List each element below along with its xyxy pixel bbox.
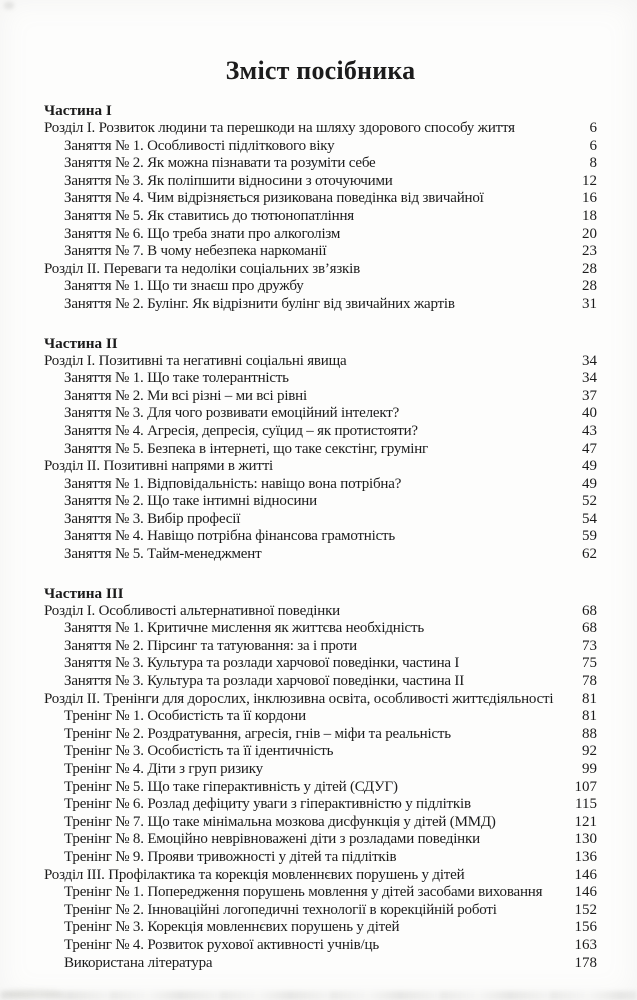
toc-entry-page: 88 [582, 725, 597, 742]
toc-entry [44, 120, 597, 138]
toc-entry-label: Розділ ІІ. Позитивні напрями в житті [44, 458, 274, 475]
toc-entry-label: Заняття № 2. Ми всі різні – ми всі рівні [64, 387, 307, 404]
toc-entry-page: 75 [582, 655, 597, 672]
part-heading: Частина III [44, 584, 124, 602]
toc-entry [44, 937, 597, 955]
toc-entry [44, 243, 597, 261]
toc-entry [44, 779, 597, 797]
toc-entry-label: Тренінг № 2. Роздратування, агресія, гнів – міфи та реальність [64, 725, 451, 742]
toc-entry-page: 28 [582, 260, 597, 277]
toc-entry [44, 955, 597, 973]
toc-entry-label: Розділ ІІ. Переваги та недоліки соціальних зв’язків [44, 260, 360, 277]
toc-entry [44, 603, 597, 621]
toc-entry-page: 31 [582, 295, 597, 312]
toc-entry-page: 49 [582, 458, 597, 475]
toc-entry [44, 708, 597, 726]
toc-entry-page: 28 [582, 278, 597, 295]
toc-entry [44, 226, 597, 244]
toc-entry [44, 296, 597, 314]
toc-entry-page: 107 [574, 778, 597, 795]
toc-entry [44, 796, 597, 814]
toc-entry-page: 54 [582, 510, 597, 527]
toc-entry [44, 155, 597, 173]
toc-entry [44, 476, 597, 494]
toc-entry-page: 152 [574, 901, 597, 918]
toc-entry [44, 902, 597, 920]
toc-entry-label: Тренінг № 9. Прояви тривожності у дітей та підлітків [64, 848, 397, 865]
toc-entry-page: 43 [582, 422, 597, 439]
toc-entry [44, 138, 597, 156]
part-heading: Частина I [44, 102, 112, 119]
toc-entry-label: Розділ І. Розвиток людини та перешкоди на шляху здорового способу життя [44, 120, 515, 136]
toc-entry-page: 37 [582, 387, 597, 404]
toc-entry-page: 136 [574, 848, 597, 865]
toc-entry-page: 16 [582, 190, 597, 207]
toc-entry [44, 405, 597, 423]
toc-entry-page: 115 [575, 796, 597, 813]
table-of-contents [44, 102, 597, 972]
toc-entry-label: Заняття № 5. Безпека в інтернеті, що таке секстінг, грумінг [64, 440, 428, 457]
scan-artifact-icon [4, 2, 14, 9]
toc-entry-page: 146 [574, 866, 597, 883]
toc-entry [44, 423, 597, 441]
toc-entry-page: 81 [582, 690, 597, 707]
toc-entry-label: Заняття № 5. Як ставитись до тютюнопатління [64, 207, 354, 224]
toc-entry-page: 18 [582, 207, 597, 224]
toc-entry [44, 655, 597, 673]
toc-entry-label: Заняття № 3. Як поліпшити відносини з оточуючими [64, 172, 393, 189]
toc-entry-label: Тренінг № 2. Інноваційні логопедичні технології в корекційній роботі [64, 901, 497, 918]
toc-entry-page: 81 [582, 708, 597, 725]
toc-entry-label: Тренінг № 6. Розлад дефіциту уваги з гіперактивністю у підлітків [64, 796, 471, 813]
toc-entry-label: Використана література [64, 954, 213, 971]
toc-entry [44, 884, 597, 902]
part-heading: Частина II [44, 334, 118, 352]
toc-entry-label: Заняття № 3. Культура та розлади харчової поведінки, частина І [64, 655, 460, 672]
toc-entry-page: 163 [574, 936, 597, 953]
toc-entry-label: Заняття № 4. Чим відрізняється ризикована поведінка від звичайної [64, 190, 484, 207]
toc-entry [44, 441, 597, 459]
toc-entry-label: Тренінг № 1. Особистість та її кордони [64, 708, 306, 725]
toc-entry-label: Заняття № 1. Особливості підліткового віку [64, 137, 335, 154]
toc-entry [44, 761, 597, 779]
toc-entry-page: 59 [582, 528, 597, 545]
toc-entry-label: Тренінг № 1. Попередження порушень мовлення у дітей засобами виховання [64, 884, 543, 901]
page-title: Зміст посібника [225, 56, 416, 85]
toc-entry-label: Заняття № 1. Що таке толерантність [64, 370, 289, 387]
toc-entry-label: Тренінг № 3. Особистість та її ідентичність [64, 743, 334, 760]
toc-entry-label: Заняття № 1. Відповідальність: навіщо вона потрібна? [64, 475, 402, 492]
toc-entry [44, 919, 597, 937]
toc-entry-page: 34 [582, 352, 597, 369]
toc-entry-page: 68 [582, 602, 597, 619]
toc-entry [44, 353, 597, 371]
toc-entry [44, 190, 597, 208]
toc-entry-label: Заняття № 4. Навіщо потрібна фінансова грамотність [64, 528, 396, 545]
toc-entry-page: 40 [582, 405, 597, 422]
toc-entry-label: Заняття № 2. Пірсинг та татуювання: за і проти [64, 637, 357, 654]
toc-entry-page: 34 [582, 370, 597, 387]
toc-entry-page: 178 [574, 954, 597, 971]
toc-entry-page: 23 [582, 243, 597, 260]
toc-entry [44, 458, 597, 476]
toc-entry-label: Заняття № 1. Критичне мислення як життєва необхідність [64, 620, 425, 637]
toc-entry [44, 208, 597, 226]
toc-entry [44, 388, 597, 406]
scan-artifact-icon [0, 991, 637, 1000]
toc-entry [44, 673, 597, 691]
toc-entry [44, 278, 597, 296]
toc-entry-page: 92 [582, 743, 597, 760]
toc-entry-page: 8 [589, 155, 597, 172]
toc-entry-page: 62 [582, 546, 597, 563]
toc-entry [44, 831, 597, 849]
toc-entry-label: Тренінг № 4. Діти з груп ризику [64, 761, 263, 777]
toc-entry [44, 620, 597, 638]
toc-entry [44, 743, 597, 761]
toc-entry-label: Заняття № 2. Що таке інтимні відносини [64, 493, 317, 510]
toc-entry-page: 156 [574, 919, 597, 936]
toc-entry [44, 726, 597, 744]
toc-entry-label: Заняття № 6. Що треба знати про алкоголізм [64, 225, 341, 242]
toc-entry-label: Заняття № 3. Вибір професії [64, 510, 241, 527]
toc-entry-label: Розділ І. Особливості альтернативної поведінки [44, 602, 340, 619]
toc-entry [44, 261, 597, 279]
toc-entry [44, 691, 597, 709]
toc-entry-page: 99 [582, 761, 597, 777]
toc-entry-page: 6 [589, 137, 597, 154]
toc-entry-page: 78 [582, 673, 597, 690]
scan-artifact-icon [2, 990, 62, 998]
toc-entry-label: Тренінг № 7. Що таке мінімальна мозкова дисфункція у дітей (ММД) [64, 813, 496, 830]
toc-entry [44, 493, 597, 511]
toc-entry-label: Тренінг № 4. Розвиток рухової активності учнів/ць [64, 936, 379, 953]
toc-entry-label: Заняття № 5. Тайм-менеджмент [64, 546, 262, 563]
toc-entry-page: 130 [574, 831, 597, 848]
toc-entry-page: 52 [582, 493, 597, 510]
toc-entry [44, 849, 597, 867]
toc-entry-label: Заняття № 4. Агресія, депресія, суїцид – як протистояти? [64, 422, 418, 439]
toc-entry-label: Тренінг № 3. Корекція мовленнєвих порушень у дітей [64, 919, 400, 936]
toc-entry-page: 12 [582, 172, 597, 189]
toc-entry-page: 146 [574, 884, 597, 901]
toc-entry-label: Розділ ІІІ. Профілактика та корекція мовленнєвих порушень у дітей [44, 866, 465, 883]
toc-entry [44, 370, 597, 388]
toc-entry [44, 511, 597, 529]
toc-entry [44, 814, 597, 832]
toc-entry-label: Розділ І. Позитивні та негативні соціальні явища [44, 352, 347, 369]
toc-content [44, 56, 597, 972]
toc-entry-label: Тренінг № 8. Емоційно неврівноважені діти з розладами поведінки [64, 831, 480, 848]
toc-entry-label: Заняття № 2. Булінг. Як відрізнити булінг від звичайних жартів [64, 295, 455, 312]
toc-entry [44, 867, 597, 885]
toc-entry-page: 68 [582, 620, 597, 637]
toc-entry-page: 20 [582, 225, 597, 242]
toc-entry-page: 73 [582, 637, 597, 654]
toc-entry [44, 173, 597, 191]
toc-entry-label: Заняття № 3. Для чого розвивати емоційний інтелект? [64, 405, 400, 422]
toc-entry-label: Заняття № 7. В чому небезпека наркоманії [64, 243, 327, 260]
toc-entry [44, 638, 597, 656]
toc-entry-page: 47 [582, 440, 597, 457]
toc-entry-page: 6 [589, 120, 597, 136]
toc-entry-label: Заняття № 3. Культура та розлади харчової поведінки, частина ІІ [64, 673, 465, 690]
toc-entry-label: Заняття № 2. Як можна пізнавати та розуміти себе [64, 155, 376, 172]
toc-entry-label: Розділ ІІ. Тренінги для дорослих, інклюзивна освіта, особливості життєдіяльності [44, 690, 554, 707]
toc-entry-label: Заняття № 1. Що ти знаєш про дружбу [64, 278, 304, 295]
toc-entry [44, 546, 597, 564]
toc-entry-page: 49 [582, 475, 597, 492]
toc-entry [44, 528, 597, 546]
toc-entry-page: 121 [574, 813, 597, 830]
toc-entry-label: Тренінг № 5. Що таке гіперактивність у дітей (СДУГ) [64, 778, 398, 795]
